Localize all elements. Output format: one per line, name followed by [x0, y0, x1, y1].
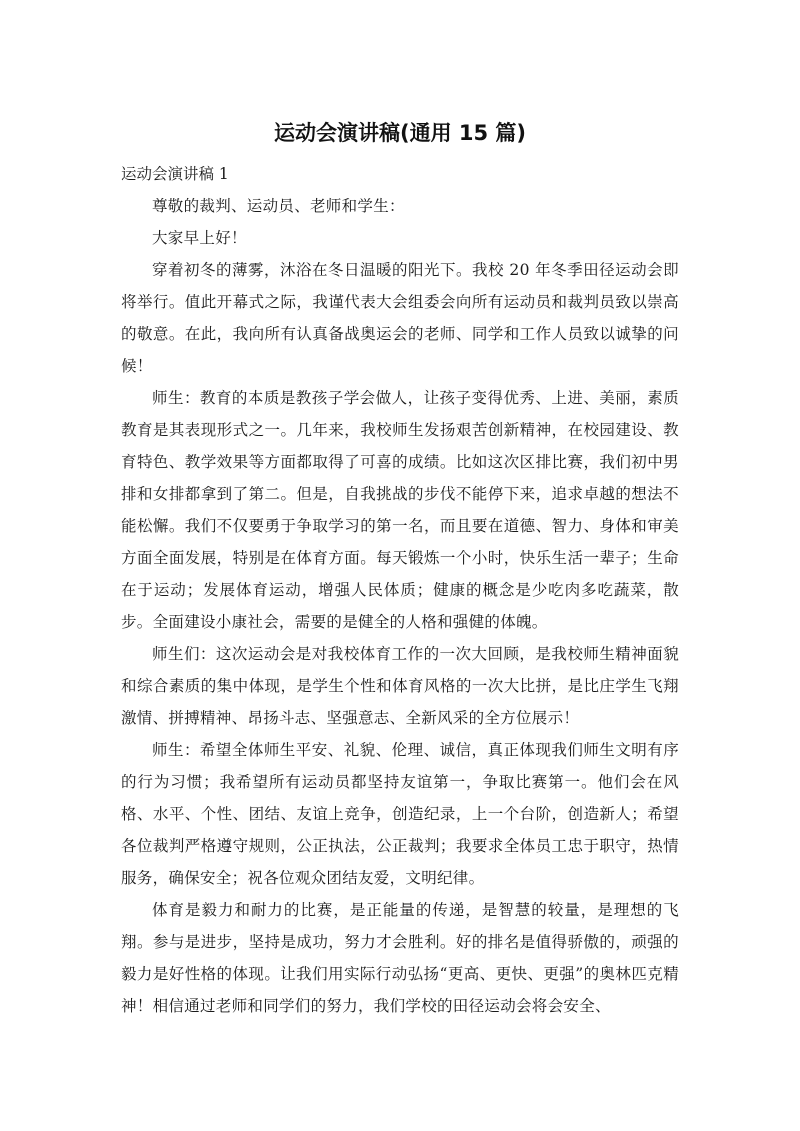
document-body: [121, 158, 679, 1022]
paragraph: 师生：教育的本质是教孩子学会做人，让孩子变得优秀、上进、美丽，素质教育是其表现形式之一。几年来，我校师生发扬艰苦创新精神，在校园建设、教育特色、教学效果等方面都取得了可喜的成绩。比如这次区排比赛，我们初中男排和女排都拿到了第二。但是，自我挑战的步伐不能停下来，追求卓越的想法不能松懈。我们不仅要勇于争取学习的第一名，而且要在道德、智力、身体和审美方面全面发展，特别是在体育方面。每天锻炼一个小时，快乐生活一辈子；生命在于运动；发展体育运动，增强人民体质；健康的概念是少吃肉多吃蔬菜，散步。全面建设小康社会，需要的是健全的人格和强健的体魄。: [121, 389, 679, 631]
paragraph: 穿着初冬的薄雾，沐浴在冬日温暖的阳光下。我校 20 年冬季田径运动会即将举行。值此开幕式之际，我谨代表大会组委会向所有运动员和裁判员致以崇高的敬意。在此，我向所有认真备战奥运会的老师、同学和工作人员致以诚挚的问候！: [121, 261, 679, 375]
paragraph: 师生：希望全体师生平安、礼貌、伦理、诚信，真正体现我们师生文明有序的行为习惯；我希望所有运动员都坚持友谊第一，争取比赛第一。他们会在风格、水平、个性、团结、友谊上竞争，创造纪录，上一个台阶，创造新人；希望各位裁判严格遵守规则，公正执法，公正裁判；我要求全体员工忠于职守，热情服务，确保安全；祝各位观众团结友爱，文明纪律。: [121, 741, 679, 887]
salutation: 尊敬的裁判、运动员、老师和学生：: [152, 197, 405, 215]
paragraph: 体育是毅力和耐力的比赛，是正能量的传递，是智慧的较量，是理想的飞翔。参与是进步，坚持是成功，努力才会胜利。好的排名是值得骄傲的，顽强的毅力是好性格的体现。让我们用实际行动弘扬“更高、更快、更强”的奥林匹克精神！相信通过老师和同学们的努力，我们学校的田径运动会将会安全、: [121, 901, 679, 1015]
section-heading: 运动会演讲稿 1: [121, 165, 229, 183]
paragraph: 师生们：这次运动会是对我校体育工作的一次大回顾，是我校师生精神面貌和综合素质的集中体现，是学生个性和体育风格的一次大比拼，是比庄学生飞翔激情、拼搏精神、昂扬斗志、坚强意志、全新风采的全方位展示！: [121, 645, 679, 727]
document-title: 运动会演讲稿(通用 15 篇): [273, 121, 527, 145]
greeting: 大家早上好！: [152, 229, 247, 247]
